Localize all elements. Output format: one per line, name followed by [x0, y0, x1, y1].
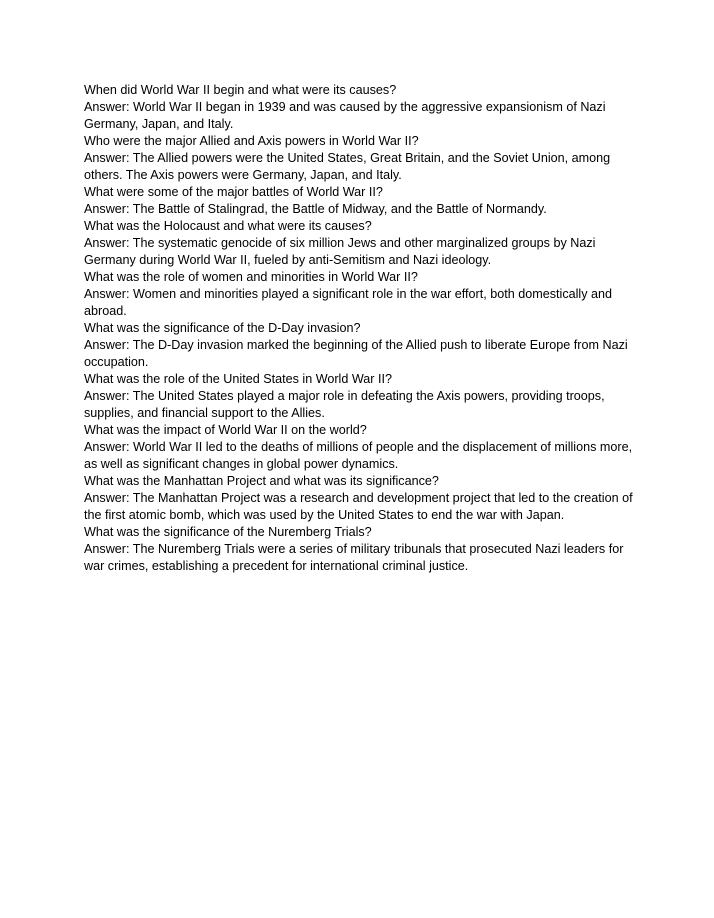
question-text: What was the Manhattan Project and what was its significance? — [84, 474, 439, 488]
question-text: What was the role of the United States in World War II? — [84, 372, 392, 386]
answer-text: Answer: World War II led to the deaths of millions of people and the displacement of millions more, as well as significant changes in global power dynamics. — [84, 440, 633, 471]
question-text: When did World War II begin and what were its causes? — [84, 83, 397, 97]
answer-text: Answer: Women and minorities played a significant role in the war effort, both domestically and abroad. — [84, 287, 613, 318]
document-body — [84, 82, 640, 575]
question-text: What was the significance of the D-Day invasion? — [84, 321, 361, 335]
answer-text: Answer: The Manhattan Project was a research and development project that led to the creation of the first atomic bomb, which was used by the United States to end the war with Japan. — [84, 491, 633, 522]
answer-text: Answer: The United States played a major role in defeating the Axis powers, providing troops, supplies, and financial support to the Allies. — [84, 389, 605, 420]
answer-text: Answer: The systematic genocide of six million Jews and other marginalized groups by Nazi Germany during World War II, fueled by anti-Semitism and Nazi ideology. — [84, 236, 596, 267]
question-text: What was the impact of World War II on the world? — [84, 423, 367, 437]
question-text: What was the role of women and minorities in World War II? — [84, 270, 418, 284]
question-text: What were some of the major battles of World War II? — [84, 185, 383, 199]
answer-text: Answer: The Allied powers were the United States, Great Britain, and the Soviet Union, among others. The Axis powers were Germany, Japan, and Italy. — [84, 151, 611, 182]
question-text: Who were the major Allied and Axis powers in World War II? — [84, 134, 419, 148]
answer-text: Answer: The Battle of Stalingrad, the Battle of Midway, and the Battle of Normandy. — [84, 202, 547, 216]
answer-text: Answer: World War II began in 1939 and was caused by the aggressive expansionism of Nazi Germany, Japan, and Italy. — [84, 100, 606, 131]
answer-text: Answer: The Nuremberg Trials were a series of military tribunals that prosecuted Nazi leaders for war crimes, establishing a precedent for international criminal justice. — [84, 542, 624, 573]
question-text: What was the Holocaust and what were its causes? — [84, 219, 372, 233]
question-text: What was the significance of the Nuremberg Trials? — [84, 525, 372, 539]
answer-text: Answer: The D-Day invasion marked the beginning of the Allied push to liberate Europe from Nazi occupation. — [84, 338, 628, 369]
